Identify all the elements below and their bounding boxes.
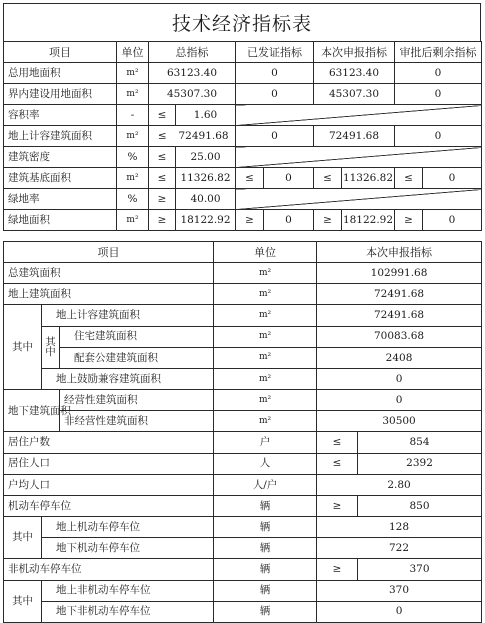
row-value: 0 (317, 601, 482, 622)
row-unit: m² (117, 63, 149, 84)
comparison-operator: ≤ (149, 147, 176, 168)
row-bike-parking (4, 559, 482, 580)
remaining-value: 0 (395, 84, 482, 105)
bottom-indicator-table (3, 241, 482, 623)
row-total-land (4, 63, 482, 84)
header-item: 项目 (4, 42, 117, 63)
row-label: 绿地率 (4, 189, 117, 210)
current-value: 63123.40 (314, 63, 395, 84)
remaining-operator: ≤ (395, 168, 423, 189)
row-value: 0 (317, 368, 482, 389)
header-current: 本次申报指标 (317, 242, 482, 263)
row-unit: 辆 (214, 601, 317, 622)
row-per-household (4, 474, 482, 495)
row-label: 容积率 (4, 105, 117, 126)
issued-operator: ≤ (236, 168, 264, 189)
row-label: 地上非机动车停车位 (42, 580, 214, 601)
row-value: 72491.68 (317, 305, 482, 326)
row-unit: 人/户 (214, 474, 317, 495)
row-bonus (4, 368, 482, 389)
group-label-qizhong: 其中 (4, 305, 42, 390)
row-value: 2.80 (317, 474, 482, 495)
document-title: 技术经济指标表 (3, 3, 481, 42)
top-indicator-table (3, 41, 482, 231)
row-unit: m² (214, 263, 317, 284)
row-unit: m² (214, 305, 317, 326)
comparison-operator: ≥ (317, 495, 358, 516)
empty-slashed-cell (236, 189, 482, 210)
issued-operator: ≥ (236, 210, 264, 231)
row-label-underground: 地下建筑面积 (4, 390, 60, 432)
row-label: 总用地面积 (4, 63, 117, 84)
current-operator: ≤ (314, 168, 342, 189)
row-unit: m² (117, 126, 149, 147)
issued-value: 0 (264, 168, 314, 189)
comparison-operator: ≥ (317, 559, 358, 580)
row-value: 128 (317, 517, 482, 538)
row-label: 居住户数 (4, 432, 214, 453)
row-label: 居住人口 (4, 453, 214, 474)
header-issued: 已发证指标 (236, 42, 314, 63)
row-motor-parking (4, 495, 482, 516)
row-unit: m² (117, 210, 149, 231)
row-residential (4, 326, 482, 347)
total-value: 18122.92 (176, 210, 236, 231)
row-label: 地上建筑面积 (4, 284, 214, 305)
row-bike-above (4, 580, 482, 601)
row-label: 绿地面积 (4, 210, 117, 231)
row-operating (4, 390, 482, 411)
row-above-floor-area (4, 126, 482, 147)
row-unit: 辆 (214, 517, 317, 538)
row-value: 30500 (317, 411, 482, 432)
motor-group-qizhong: 其中 (4, 517, 42, 559)
row-unit: 户 (214, 432, 317, 453)
row-unit: 辆 (214, 559, 317, 580)
row-green-area (4, 210, 482, 231)
current-value: 45307.30 (314, 84, 395, 105)
row-footprint (4, 168, 482, 189)
comparison-operator: ≥ (149, 189, 176, 210)
row-unit: m² (214, 347, 317, 368)
row-unit: % (117, 147, 149, 168)
header-unit: 单位 (214, 242, 317, 263)
row-motor-below (4, 538, 482, 559)
row-value: 722 (317, 538, 482, 559)
row-label: 机动车停车位 (4, 495, 214, 516)
empty-slashed-cell (236, 147, 482, 168)
row-value: 2392 (358, 453, 482, 474)
row-households (4, 432, 482, 453)
row-above-ground-area (4, 284, 482, 305)
row-unit: m² (117, 84, 149, 105)
total-value: 72491.68 (176, 126, 236, 147)
row-motor-above (4, 517, 482, 538)
row-label: 地上机动车停车位 (42, 517, 214, 538)
total-value: 40.00 (176, 189, 236, 210)
total-value: 1.60 (176, 105, 236, 126)
current-value: 72491.68 (314, 126, 395, 147)
bottom-header-row (4, 242, 482, 263)
row-value: 102991.68 (317, 263, 482, 284)
row-label: 地下非机动车停车位 (42, 601, 214, 622)
current-value: 11326.82 (342, 168, 395, 189)
bike-group-qizhong: 其中 (4, 580, 42, 622)
row-density (4, 147, 482, 168)
row-label: 建筑基底面积 (4, 168, 117, 189)
remaining-value: 0 (423, 168, 482, 189)
issued-value: 0 (236, 63, 314, 84)
comparison-operator: ≤ (317, 453, 358, 474)
row-label: 配套公建建筑面积 (60, 347, 214, 368)
remaining-value: 0 (395, 126, 482, 147)
total-value: 11326.82 (176, 168, 236, 189)
issued-value: 0 (236, 84, 314, 105)
row-label: 地上计容建筑面积 (42, 305, 214, 326)
row-green-rate (4, 189, 482, 210)
row-unit: m² (117, 168, 149, 189)
row-label: 户均人口 (4, 474, 214, 495)
sub-group-label-qizhong: 其中 (42, 326, 60, 368)
row-value: 2408 (317, 347, 482, 368)
remaining-value: 0 (395, 63, 482, 84)
header-remaining: 审批后剩余指标 (395, 42, 482, 63)
current-operator: ≥ (314, 210, 342, 231)
total-value: 63123.40 (149, 63, 236, 84)
comparison-operator: ≤ (317, 432, 358, 453)
row-value: 854 (358, 432, 482, 453)
row-population (4, 453, 482, 474)
row-unit: m² (214, 368, 317, 389)
row-unit: m² (214, 411, 317, 432)
row-supporting (4, 347, 482, 368)
comparison-operator: ≤ (149, 126, 176, 147)
row-label: 经营性建筑面积 (60, 390, 214, 411)
row-unit: % (117, 189, 149, 210)
row-non-operating (4, 411, 482, 432)
comparison-operator: ≤ (149, 168, 176, 189)
row-unit: 人 (214, 453, 317, 474)
row-bike-below (4, 601, 482, 622)
header-item: 项目 (4, 242, 214, 263)
row-label: 非经营性建筑面积 (60, 411, 214, 432)
remaining-operator: ≥ (395, 210, 423, 231)
comparison-operator: ≤ (149, 105, 176, 126)
row-label: 总建筑面积 (4, 263, 214, 284)
header-current: 本次申报指标 (314, 42, 395, 63)
row-label: 非机动车停车位 (4, 559, 214, 580)
top-header-row (4, 42, 482, 63)
row-unit: m² (214, 326, 317, 347)
comparison-operator: ≥ (149, 210, 176, 231)
row-label: 地上计容建筑面积 (4, 126, 117, 147)
remaining-value: 0 (423, 210, 482, 231)
row-unit: m² (214, 390, 317, 411)
row-unit: 辆 (214, 538, 317, 559)
current-value: 18122.92 (342, 210, 395, 231)
total-value: 45307.30 (149, 84, 236, 105)
issued-value: 0 (264, 210, 314, 231)
row-label: 建筑密度 (4, 147, 117, 168)
row-label: 地下机动车停车位 (42, 538, 214, 559)
empty-slashed-cell (236, 105, 482, 126)
row-far (4, 105, 482, 126)
row-label: 界内建设用地面积 (4, 84, 117, 105)
row-in-boundary-land (4, 84, 482, 105)
row-value: 850 (358, 495, 482, 516)
row-value: 370 (358, 559, 482, 580)
row-value: 70083.68 (317, 326, 482, 347)
row-total-floor-area (4, 263, 482, 284)
issued-value: 0 (236, 126, 314, 147)
row-label: 地上鼓励兼容建筑面积 (42, 368, 214, 389)
header-total: 总指标 (149, 42, 236, 63)
row-label: 住宅建筑面积 (60, 326, 214, 347)
row-unit: m² (214, 284, 317, 305)
row-unit: 辆 (214, 580, 317, 601)
row-value: 370 (317, 580, 482, 601)
row-unit: - (117, 105, 149, 126)
total-value: 25.00 (176, 147, 236, 168)
row-value: 0 (317, 390, 482, 411)
row-value: 72491.68 (317, 284, 482, 305)
header-unit: 单位 (117, 42, 149, 63)
row-unit: 辆 (214, 495, 317, 516)
row-above-counted (4, 305, 482, 326)
